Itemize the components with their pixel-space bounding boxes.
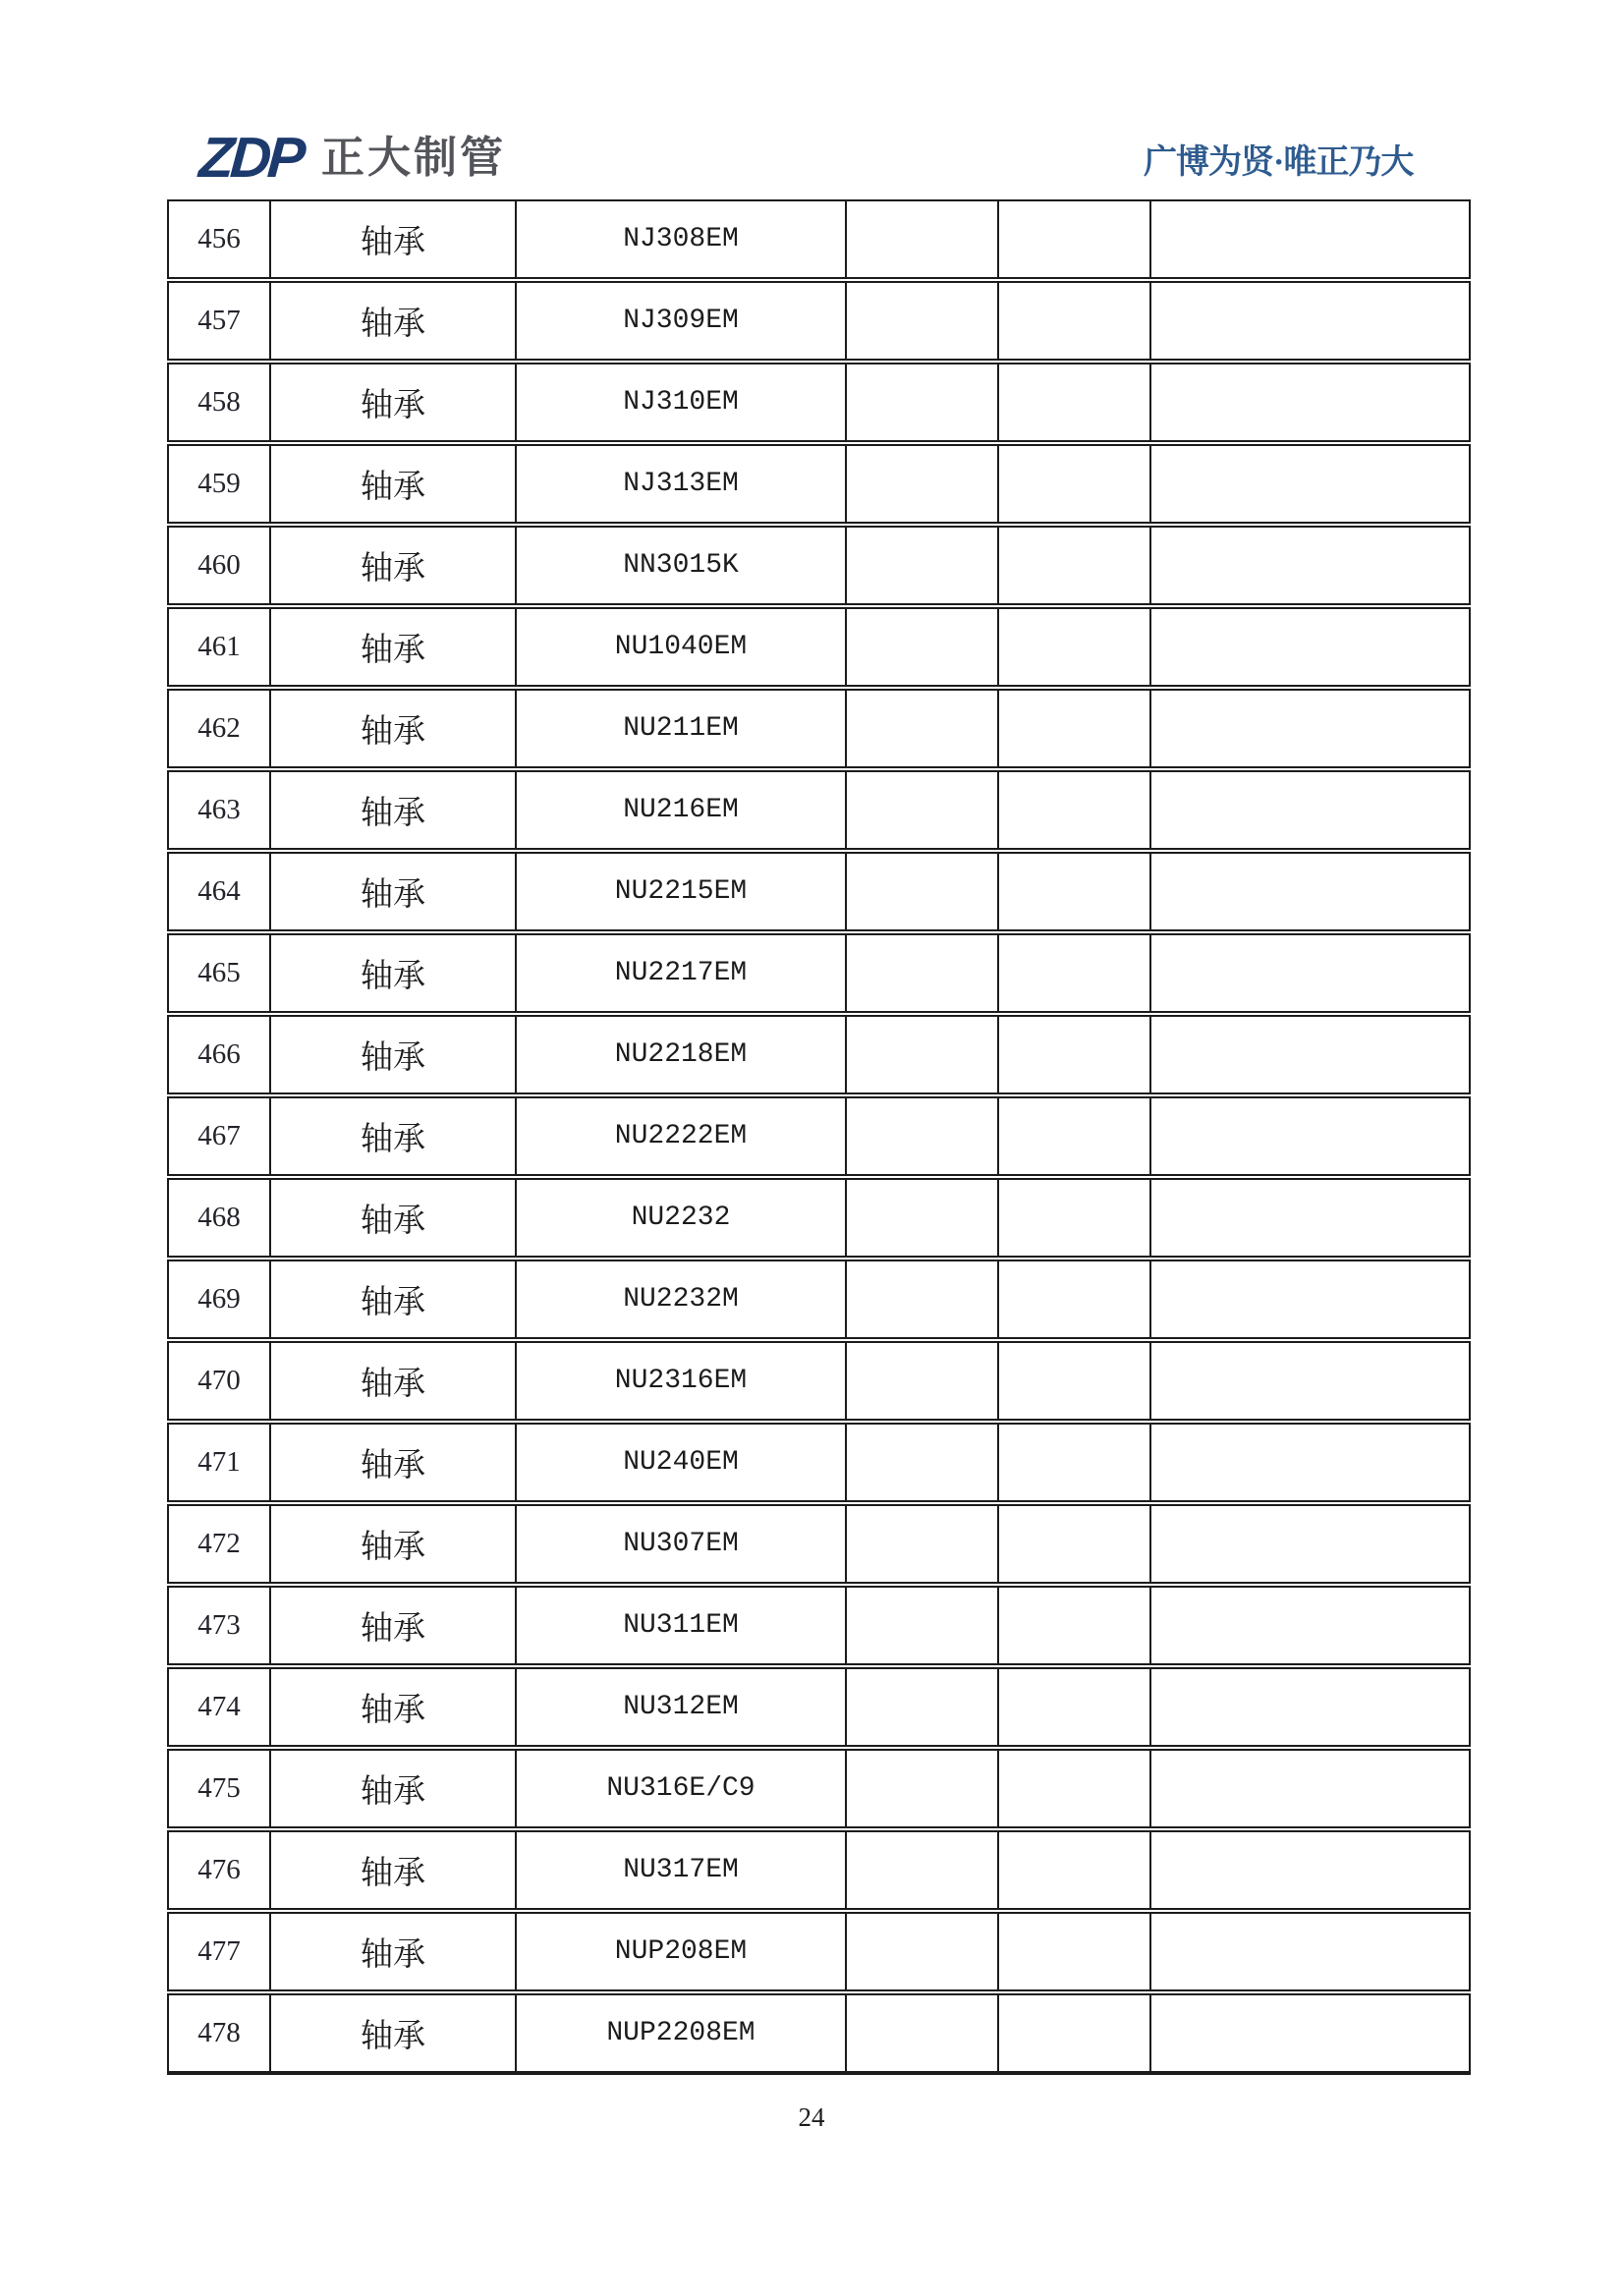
empty-cell-1	[847, 770, 999, 850]
model-cell: NU307EM	[517, 1504, 847, 1584]
row-number-cell: 475	[167, 1749, 271, 1828]
table-row	[167, 444, 1471, 524]
table-row	[167, 1096, 1471, 1176]
row-number-cell: 473	[167, 1586, 271, 1665]
category-cell: 轴承	[271, 1260, 517, 1339]
empty-cell-3	[1151, 1830, 1471, 1910]
empty-cell-1	[847, 363, 999, 442]
table-row	[167, 1504, 1471, 1584]
empty-cell-3	[1151, 363, 1471, 442]
model-cell: NU2217EM	[517, 933, 847, 1013]
category-cell: 轴承	[271, 199, 517, 279]
empty-cell-3	[1151, 852, 1471, 931]
empty-cell-3	[1151, 1178, 1471, 1258]
table-row	[167, 933, 1471, 1013]
empty-cell-1	[847, 281, 999, 361]
model-cell: NU311EM	[517, 1586, 847, 1665]
empty-cell-3	[1151, 770, 1471, 850]
model-cell: NU2232M	[517, 1260, 847, 1339]
empty-cell-1	[847, 1341, 999, 1421]
empty-cell-2	[999, 1830, 1151, 1910]
empty-cell-1	[847, 1586, 999, 1665]
table-row	[167, 1178, 1471, 1258]
model-cell: NJ308EM	[517, 199, 847, 279]
row-number-cell: 477	[167, 1912, 271, 1991]
empty-cell-3	[1151, 1749, 1471, 1828]
empty-cell-2	[999, 607, 1151, 687]
empty-cell-3	[1151, 281, 1471, 361]
row-number-cell: 474	[167, 1667, 271, 1747]
empty-cell-3	[1151, 444, 1471, 524]
model-cell: NU211EM	[517, 689, 847, 768]
table-row	[167, 199, 1471, 279]
empty-cell-1	[847, 444, 999, 524]
category-cell: 轴承	[271, 526, 517, 605]
empty-cell-2	[999, 933, 1151, 1013]
empty-cell-1	[847, 852, 999, 931]
empty-cell-2	[999, 1341, 1151, 1421]
empty-cell-2	[999, 1912, 1151, 1991]
table-row	[167, 1912, 1471, 1991]
table-row	[167, 689, 1471, 768]
empty-cell-1	[847, 526, 999, 605]
empty-cell-1	[847, 1830, 999, 1910]
empty-cell-1	[847, 199, 999, 279]
empty-cell-1	[847, 607, 999, 687]
row-number-cell: 456	[167, 199, 271, 279]
empty-cell-2	[999, 852, 1151, 931]
table-row	[167, 1667, 1471, 1747]
empty-cell-1	[847, 933, 999, 1013]
company-logo	[196, 126, 506, 190]
empty-cell-3	[1151, 1260, 1471, 1339]
row-number-cell: 476	[167, 1830, 271, 1910]
row-number-cell: 464	[167, 852, 271, 931]
parts-table	[167, 197, 1471, 2077]
empty-cell-1	[847, 1912, 999, 1991]
empty-cell-2	[999, 1096, 1151, 1176]
empty-cell-3	[1151, 1504, 1471, 1584]
table-row	[167, 363, 1471, 442]
table-row	[167, 1341, 1471, 1421]
empty-cell-2	[999, 770, 1151, 850]
model-cell: NJ309EM	[517, 281, 847, 361]
model-cell: NJ310EM	[517, 363, 847, 442]
model-cell: NU2218EM	[517, 1015, 847, 1094]
category-cell: 轴承	[271, 689, 517, 768]
empty-cell-3	[1151, 526, 1471, 605]
row-number-cell: 472	[167, 1504, 271, 1584]
category-cell: 轴承	[271, 933, 517, 1013]
empty-cell-2	[999, 689, 1151, 768]
table-row	[167, 526, 1471, 605]
row-number-cell: 463	[167, 770, 271, 850]
empty-cell-1	[847, 1993, 999, 2075]
table-row	[167, 1993, 1471, 2075]
category-cell: 轴承	[271, 1667, 517, 1747]
company-slogan: 广博为贤·唯正乃大	[1144, 144, 1414, 181]
table-row	[167, 1749, 1471, 1828]
empty-cell-1	[847, 1504, 999, 1584]
category-cell: 轴承	[271, 1096, 517, 1176]
row-number-cell: 466	[167, 1015, 271, 1094]
empty-cell-2	[999, 1993, 1151, 2075]
category-cell: 轴承	[271, 1504, 517, 1584]
row-number-cell: 468	[167, 1178, 271, 1258]
model-cell: NUP208EM	[517, 1912, 847, 1991]
empty-cell-3	[1151, 933, 1471, 1013]
empty-cell-3	[1151, 1993, 1471, 2075]
parts-table-body	[167, 199, 1471, 2075]
category-cell: 轴承	[271, 1830, 517, 1910]
empty-cell-2	[999, 526, 1151, 605]
empty-cell-2	[999, 1749, 1151, 1828]
empty-cell-3	[1151, 1015, 1471, 1094]
model-cell: NJ313EM	[517, 444, 847, 524]
table-row	[167, 1260, 1471, 1339]
model-cell: NU216EM	[517, 770, 847, 850]
model-cell: NU312EM	[517, 1667, 847, 1747]
empty-cell-3	[1151, 1667, 1471, 1747]
category-cell: 轴承	[271, 852, 517, 931]
empty-cell-1	[847, 1667, 999, 1747]
row-number-cell: 467	[167, 1096, 271, 1176]
empty-cell-1	[847, 689, 999, 768]
row-number-cell: 478	[167, 1993, 271, 2075]
model-cell: NUP2208EM	[517, 1993, 847, 2075]
empty-cell-2	[999, 1504, 1151, 1584]
row-number-cell: 459	[167, 444, 271, 524]
row-number-cell: 461	[167, 607, 271, 687]
page-number: 24	[798, 2102, 825, 2132]
empty-cell-2	[999, 1260, 1151, 1339]
model-cell: NU317EM	[517, 1830, 847, 1910]
empty-cell-2	[999, 444, 1151, 524]
table-row	[167, 1015, 1471, 1094]
empty-cell-3	[1151, 199, 1471, 279]
empty-cell-3	[1151, 689, 1471, 768]
empty-cell-2	[999, 1015, 1151, 1094]
category-cell: 轴承	[271, 770, 517, 850]
category-cell: 轴承	[271, 1015, 517, 1094]
empty-cell-2	[999, 281, 1151, 361]
empty-cell-2	[999, 1586, 1151, 1665]
model-cell: NU2316EM	[517, 1341, 847, 1421]
model-cell: NN3015K	[517, 526, 847, 605]
category-cell: 轴承	[271, 1423, 517, 1502]
table-row	[167, 1586, 1471, 1665]
empty-cell-1	[847, 1015, 999, 1094]
empty-cell-2	[999, 363, 1151, 442]
row-number-cell: 469	[167, 1260, 271, 1339]
category-cell: 轴承	[271, 1912, 517, 1991]
category-cell: 轴承	[271, 281, 517, 361]
model-cell: NU2232	[517, 1178, 847, 1258]
empty-cell-1	[847, 1260, 999, 1339]
table-row	[167, 1830, 1471, 1910]
empty-cell-1	[847, 1178, 999, 1258]
table-row	[167, 281, 1471, 361]
model-cell: NU240EM	[517, 1423, 847, 1502]
row-number-cell: 460	[167, 526, 271, 605]
model-cell: NU2215EM	[517, 852, 847, 931]
empty-cell-2	[999, 199, 1151, 279]
empty-cell-2	[999, 1667, 1151, 1747]
model-cell: NU1040EM	[517, 607, 847, 687]
empty-cell-2	[999, 1178, 1151, 1258]
model-cell: NU2222EM	[517, 1096, 847, 1176]
category-cell: 轴承	[271, 1341, 517, 1421]
table-row	[167, 770, 1471, 850]
row-number-cell: 470	[167, 1341, 271, 1421]
empty-cell-1	[847, 1749, 999, 1828]
table-row	[167, 852, 1471, 931]
empty-cell-3	[1151, 1096, 1471, 1176]
empty-cell-3	[1151, 1586, 1471, 1665]
row-number-cell: 458	[167, 363, 271, 442]
empty-cell-1	[847, 1096, 999, 1176]
row-number-cell: 462	[167, 689, 271, 768]
category-cell: 轴承	[271, 607, 517, 687]
empty-cell-1	[847, 1423, 999, 1502]
empty-cell-3	[1151, 607, 1471, 687]
table-row	[167, 607, 1471, 687]
model-cell: NU316E/C9	[517, 1749, 847, 1828]
company-name: 正大制管	[321, 132, 506, 183]
category-cell: 轴承	[271, 1178, 517, 1258]
category-cell: 轴承	[271, 363, 517, 442]
empty-cell-3	[1151, 1341, 1471, 1421]
row-number-cell: 457	[167, 281, 271, 361]
category-cell: 轴承	[271, 444, 517, 524]
category-cell: 轴承	[271, 1993, 517, 2075]
category-cell: 轴承	[271, 1749, 517, 1828]
table-row	[167, 1423, 1471, 1502]
empty-cell-3	[1151, 1423, 1471, 1502]
empty-cell-2	[999, 1423, 1151, 1502]
row-number-cell: 465	[167, 933, 271, 1013]
category-cell: 轴承	[271, 1586, 517, 1665]
zdp-logo-text: ZDP	[196, 126, 305, 190]
row-number-cell: 471	[167, 1423, 271, 1502]
empty-cell-3	[1151, 1912, 1471, 1991]
